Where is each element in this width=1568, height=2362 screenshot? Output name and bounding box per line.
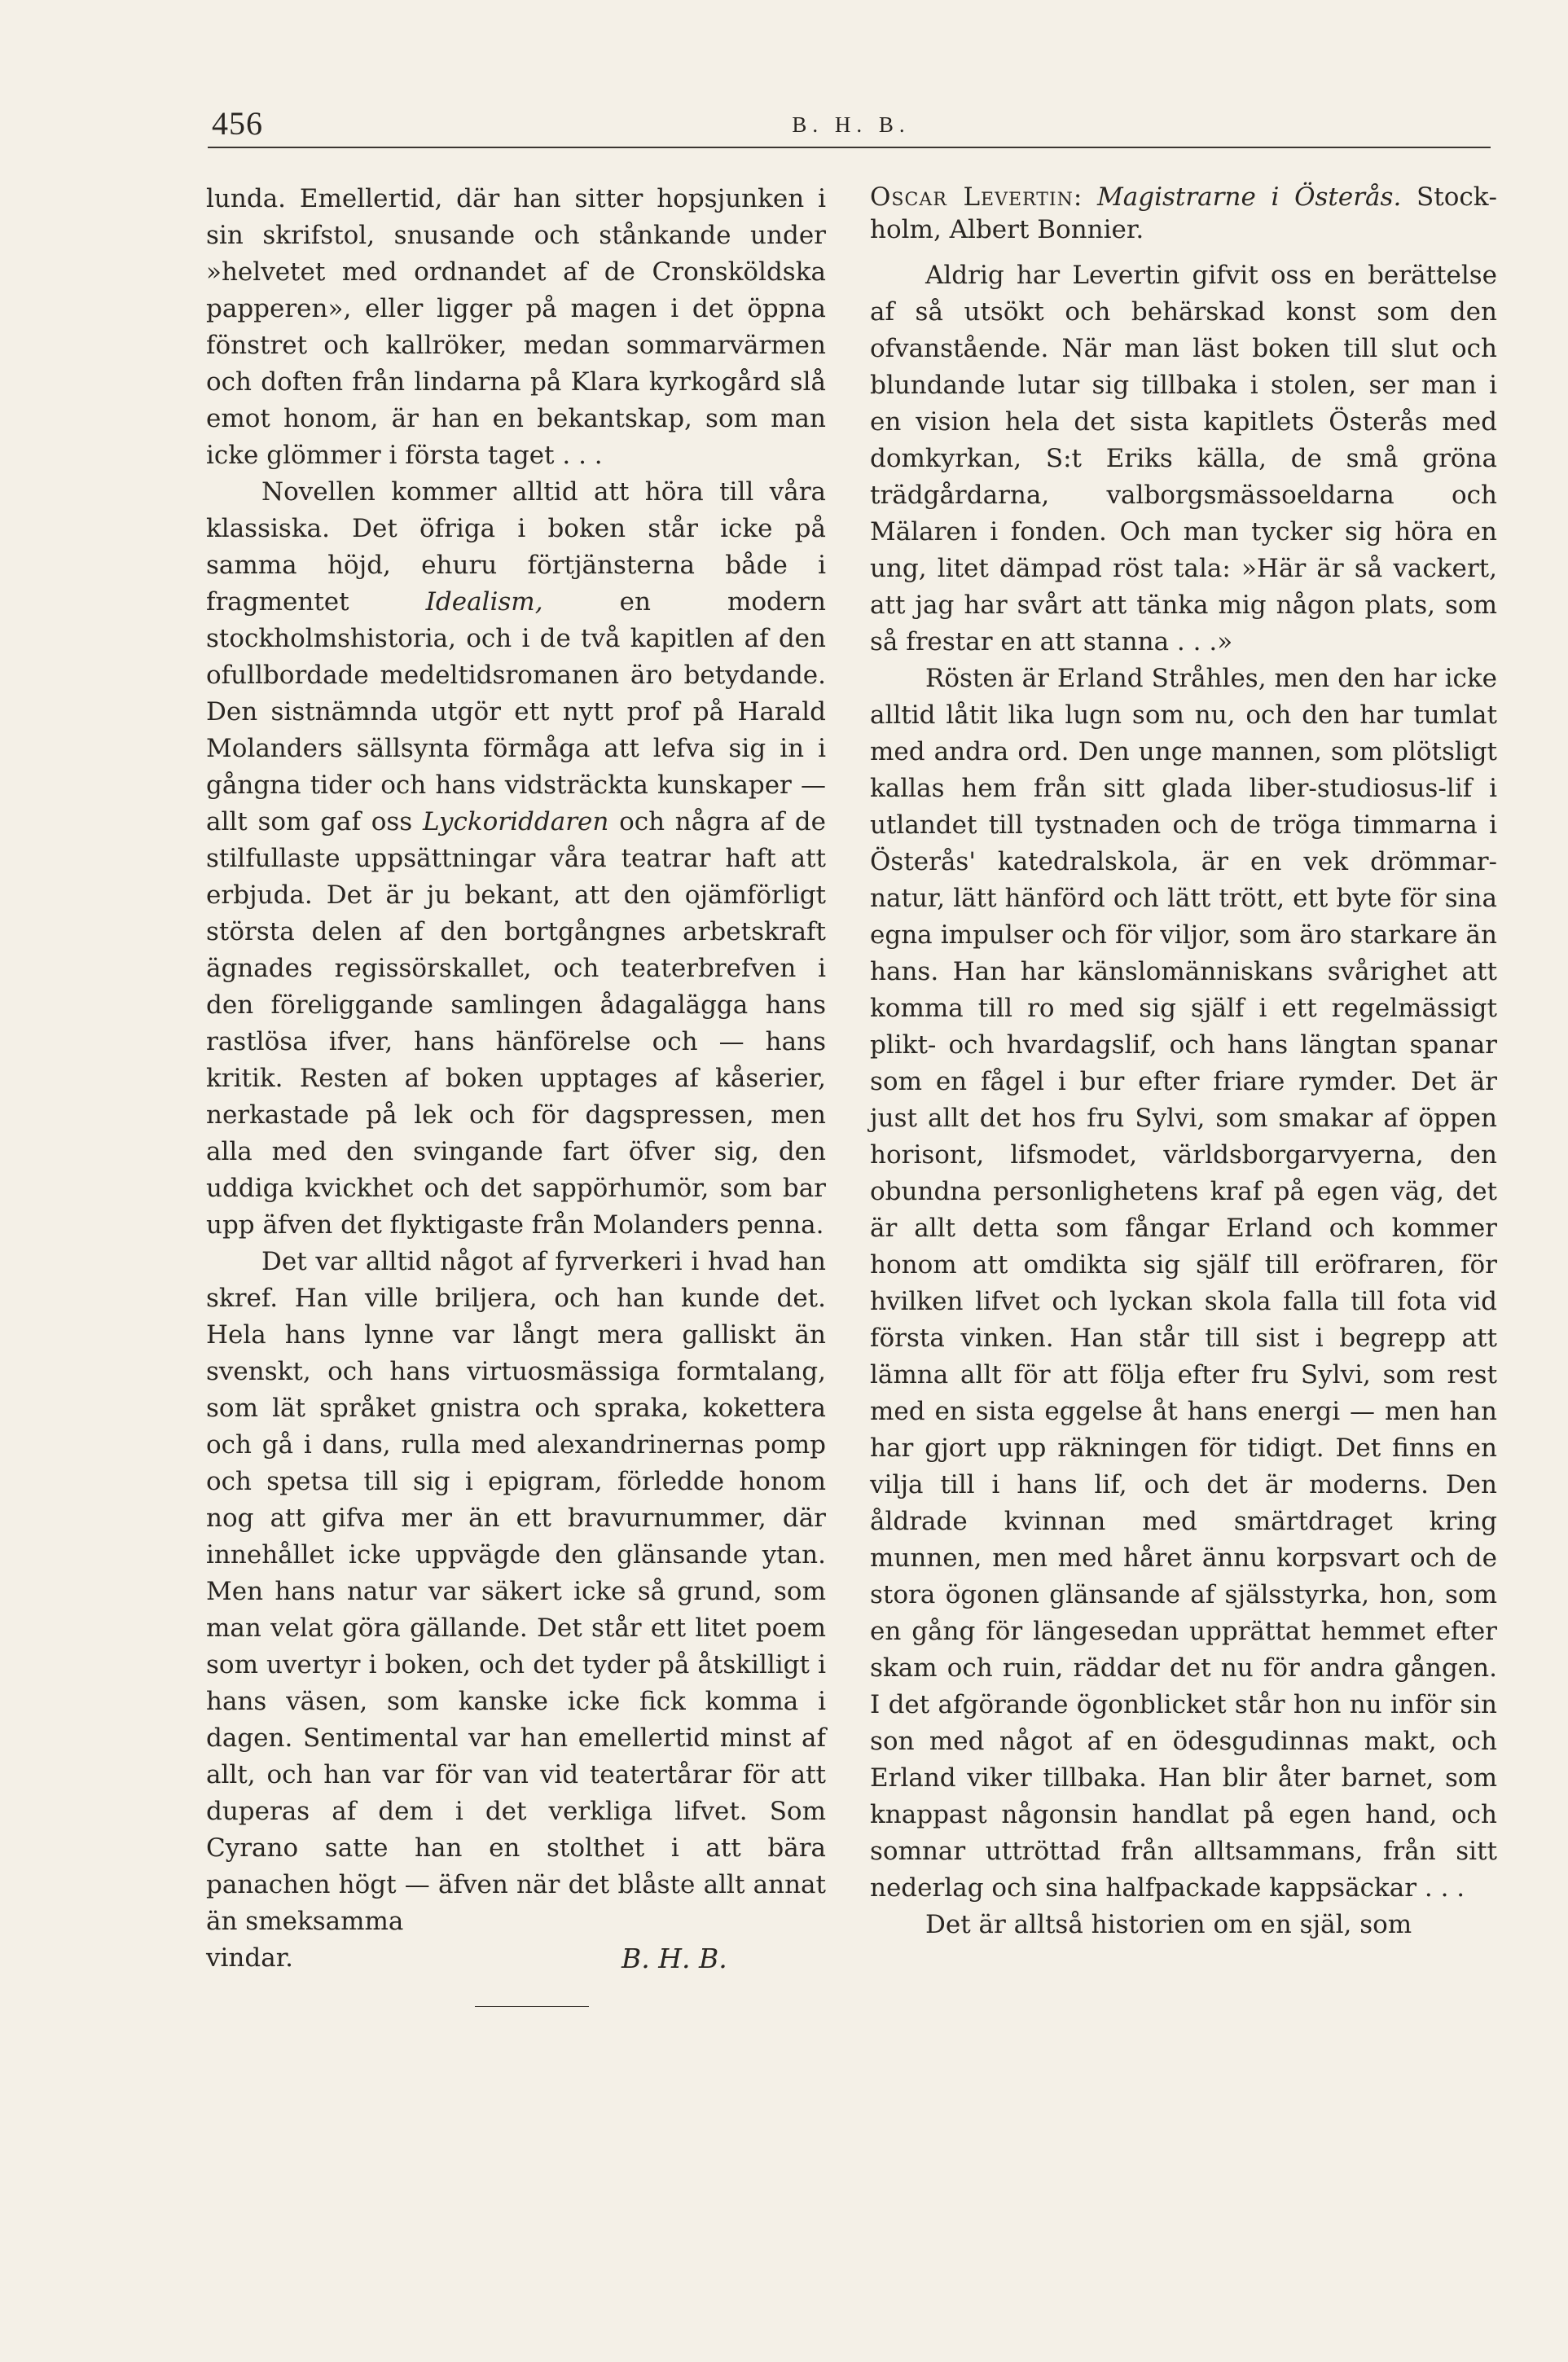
header-rule: [208, 147, 1491, 148]
page-header: [212, 104, 1491, 153]
paragraph: Novellen kommer alltid att höra till våra klassiska. Det öfriga i boken står icke på samma höjd, ehuru förtjänsterna både i fragmentet Idealism, en modern stockholmshistoria, och i de två kapitlen af den ofullbordade medeltidsromanen äro betydande. Den sistnämnda utgör ett nytt prof på Harald Molanders sällsynta förmåga att lefva sig in i gångna tider och hans vidsträckta kunskaper — allt som gaf oss Lyckoriddaren och några af de stilfullaste uppsättningar våra teatrar haft att erbjuda. Det är ju bekant, att den ojämförligt största delen af den bortgångnes arbetskraft ägnades regissörskallet, och teaterbrefven i den föreliggande samlingen ådagalägga hans rastlösa ifver, hans hänförelse och — hans kritik. Resten af boken upptages af kåserier, nerkastade på lek och för dagspressen, men alla med den svingande fart öfver sig, den uddiga kvickhet och det sappörhumör, som bar upp äfven det flyktigaste från Molanders penna.: [206, 477, 826, 1240]
running-head: B. H. B.: [792, 112, 911, 137]
review-title: Magistrarne i Österås.: [1097, 182, 1402, 212]
signature-line: [206, 1940, 826, 1977]
paragraph: Aldrig har Levertin gifvit oss en berättelse af så utsökt och behärskad konst som den ofvanstående. När man läst boken till slut och blundande lutar sig tillbaka i stolen, ser man i en vision hela det sista kapitlets Österås med domkyrkan, S:t Eriks källa, de små gröna trädgårdarna, valborgsmässoeldarna och Mälaren i fonden. Och man tycker sig höra en ung, litet dämpad röst tala: »Här är så vackert, att jag har svårt att tänka mig någon plats, som så frestar en att stanna . . .»: [870, 261, 1497, 656]
paragraph: lunda. Emellertid, där han sitter hopsjunken i sin skrifstol, snusande och stånkande under »helvetet med ordnandet af de Cronsköldska papperen», eller ligger på magen i det öppna fönstret och kallröker, medan sommarvärmen och doften från lindarna på Klara kyrkogård slå emot honom, är han en bekantskap, som man icke glömmer i första taget . . .: [206, 184, 826, 470]
page-number: 456: [212, 105, 263, 142]
review-publisher: Stockholm, Albert Bonnier.: [870, 182, 1498, 244]
end-rule: [475, 2006, 589, 2007]
review-author: Oscar Levertin: [870, 182, 1074, 212]
last-word: vindar.: [206, 1943, 293, 1973]
work-title: Idealism,: [425, 587, 543, 617]
left-column: [206, 181, 826, 2007]
author-signature: B. H. B.: [621, 1943, 727, 1974]
paragraph: Rösten är Erland Stråhles, men den har icke alltid låtit lika lugn som nu, och den har tumlat med andra ord. Den unge mannen, som plötsligt kallas hem från sitt glada liber-studiosus-lif i utlandet till tystnaden och de tröga timmarna i Österås' katedralskola, är en vek drömmar-natur, lätt hänförd och lätt trött, ett byte för sina egna impulser och för viljor, som äro starkare än hans. Han har känslomänniskans svårighet att komma till ro med sig själf i ett regelmässigt plikt- och hvardagslif, och hans längtan spanar som en fågel i bur efter friare rymder. Det är just allt det hos fru Sylvi, som smakar af öppen horisont, lifsmodet, världsborgarvyerna, den obundna personlighetens kraf på egen väg, det är allt detta som fångar Erland och kommer honom att omdikta sig själf till eröfraren, för hvilken lifvet och lyckan skola falla till fota vid första vinken. Han står till sist i begrepp att lämna allt för att följa efter fru Sylvi, som rest med en sista eggelse åt hans energi — men han har gjort upp räkningen för tidigt. Det finns en vilja till i hans lif, och det är moderns. Den åldrade kvinnan med smärtdraget kring munnen, men med håret ännu korpsvart och de stora ögonen glänsande af själsstyrka, hon, som en gång för längesedan upprättat hemmet efter skam och ruin, räddar det nu för andra gången. I det afgörande ögonblicket står hon nu inför sin son med något af en ödesgudinnas makt, och Erland viker tillbaka. Han blir åter barnet, som knappast någonsin handlat på egen hand, och somnar uttröttad från alltsammans, från sitt nederlag och sina halfpackade kappsäckar . . .: [870, 664, 1497, 1903]
work-title: Lyckoriddaren: [422, 807, 609, 836]
paragraph: Det var alltid något af fyrverkeri i hvad han skref. Han ville briljera, och han kunde det. Hela hans lynne var långt mera galliskt än svenskt, och hans virtuosmässiga formtalang, som lät språket gnistra och spraka, kokettera och gå i dans, rulla med alexandrinernas pomp och spetsa till sig i epigram, förledde honom nog att gifva mer än ett bravurnummer, där innehållet icke uppvägde den glänsande ytan. Men hans natur var säkert icke så grund, som man velat göra gällande. Det står ett litet poem som uvertyr i boken, och det tyder på åtskilligt i hans väsen, som kanske icke fick komma i dagen. Sentimental var han emellertid minst af allt, och han var för van vid teatertårar för att duperas af dem i det verkliga lifvet. Som Cyrano satte han en stolthet i att bära panachen högt — äfven när det blåste allt annat än smeksamma: [206, 1247, 826, 1936]
right-column: [870, 181, 1497, 1943]
paragraph: Det är alltså historien om en själ, som: [925, 1910, 1412, 1939]
review-heading: Oscar Levertin: Magistrarne i Österås. Stockholm, Albert Bonnier.: [870, 182, 1498, 244]
